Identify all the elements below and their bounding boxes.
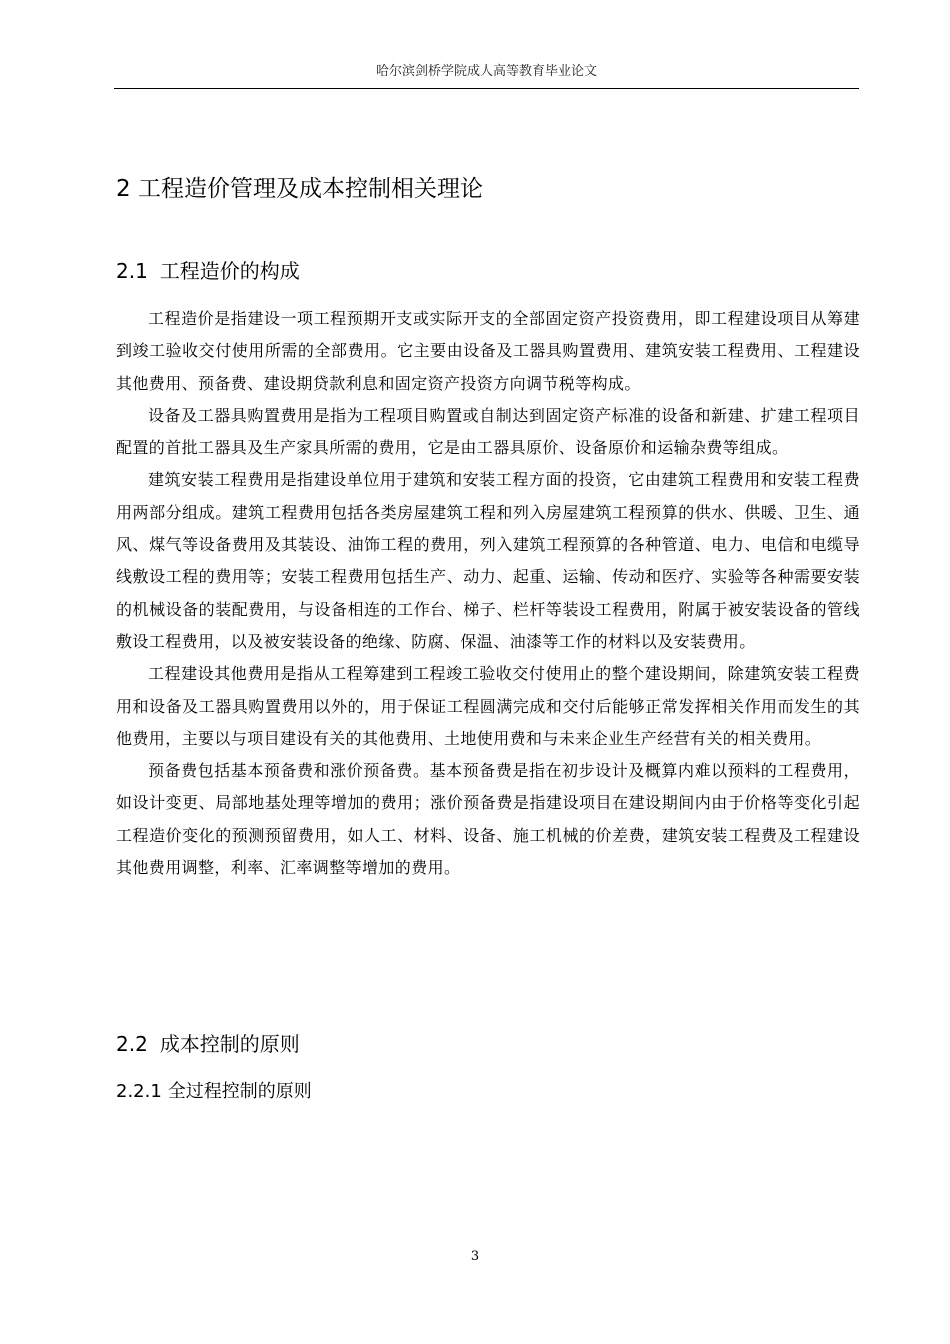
paragraph: 工程造价是指建设一项工程预期开支或实际开支的全部固定资产投资费用，即工程建设项目从筹建到竣工验收交付使用所需的全部费用。它主要由设备及工器具购置费用、建筑安装工程费用、工程建设其他费用、预备费、建设期贷款利息和固定资产投资方向调节税等构成。 bbox=[116, 309, 860, 393]
subsection-title-text: 全过程控制的原则 bbox=[167, 1081, 312, 1102]
paragraph: 预备费包括基本预备费和涨价预备费。基本预备费是指在初步设计及概算内难以预料的工程费用，如设计变更、局部地基处理等增加的费用；涨价预备费是指建设项目在建设期间内由于价格等变化引起工程造价变化的预测预留费用，如人工、材料、设备、施工机械的价差费，建筑安装工程费及工程建设其他费用调整，利率、汇率调整等增加的费用。 bbox=[116, 761, 860, 878]
paragraph: 建筑安装工程费用是指建设单位用于建筑和安装工程方面的投资，它由建筑工程费用和安装工程费用两部分组成。建筑工程费用包括各类房屋建筑工程和列入房屋建筑工程预算的供水、供暖、卫生、通风、煤气等设备费用及其装设、油饰工程的费用，列入建筑工程预算的各种管道、电力、电信和电缆导线敷设工程的费用等；安装工程费用包括生产、动力、起重、运输、传动和医疗、实验等各种需要安装的机械设备的装配费用，与设备相连的工作台、梯子、栏杆等装设工程费用，附属于被安装设备的管线敷设工程费用，以及被安装设备的绝缘、防腐、保温、油漆等工作的材料以及安装费用。 bbox=[116, 470, 860, 651]
section-2-1-body bbox=[116, 303, 860, 884]
section-title-text: 成本控制的原则 bbox=[159, 1032, 300, 1056]
section-number: 2.2 bbox=[116, 1032, 148, 1056]
section-title-text: 工程造价的构成 bbox=[159, 259, 300, 283]
paragraph: 工程建设其他费用是指从工程筹建到工程竣工验收交付使用止的整个建设期间，除建筑安装工程费用和设备及工器具购置费用以外的，用于保证工程圆满完成和交付后能够正常发挥相关作用而发生的其他费用，主要以与项目建设有关的其他费用、土地使用费和与未来企业生产经营有关的相关费用。 bbox=[116, 664, 860, 748]
section-title-2-2 bbox=[116, 1029, 300, 1059]
chapter-title: 2 工程造价管理及成本控制相关理论 bbox=[116, 176, 483, 202]
subsection-number: 2.2.1 bbox=[116, 1081, 162, 1102]
section-number: 2.1 bbox=[116, 259, 148, 283]
subsection-title-2-2-1 bbox=[116, 1078, 312, 1106]
section-title-2-1 bbox=[116, 256, 300, 286]
page-header: 哈尔滨剑桥学院成人高等教育毕业论文 bbox=[375, 64, 597, 79]
paragraph: 设备及工器具购置费用是指为工程项目购置或自制达到固定资产标准的设备和新建、扩建工程项目配置的首批工器具及生产家具所需的费用，它是由工器具原价、设备原价和运输杂费等组成。 bbox=[116, 405, 860, 458]
page-number: 3 bbox=[470, 1249, 480, 1264]
header-rule bbox=[114, 88, 859, 89]
